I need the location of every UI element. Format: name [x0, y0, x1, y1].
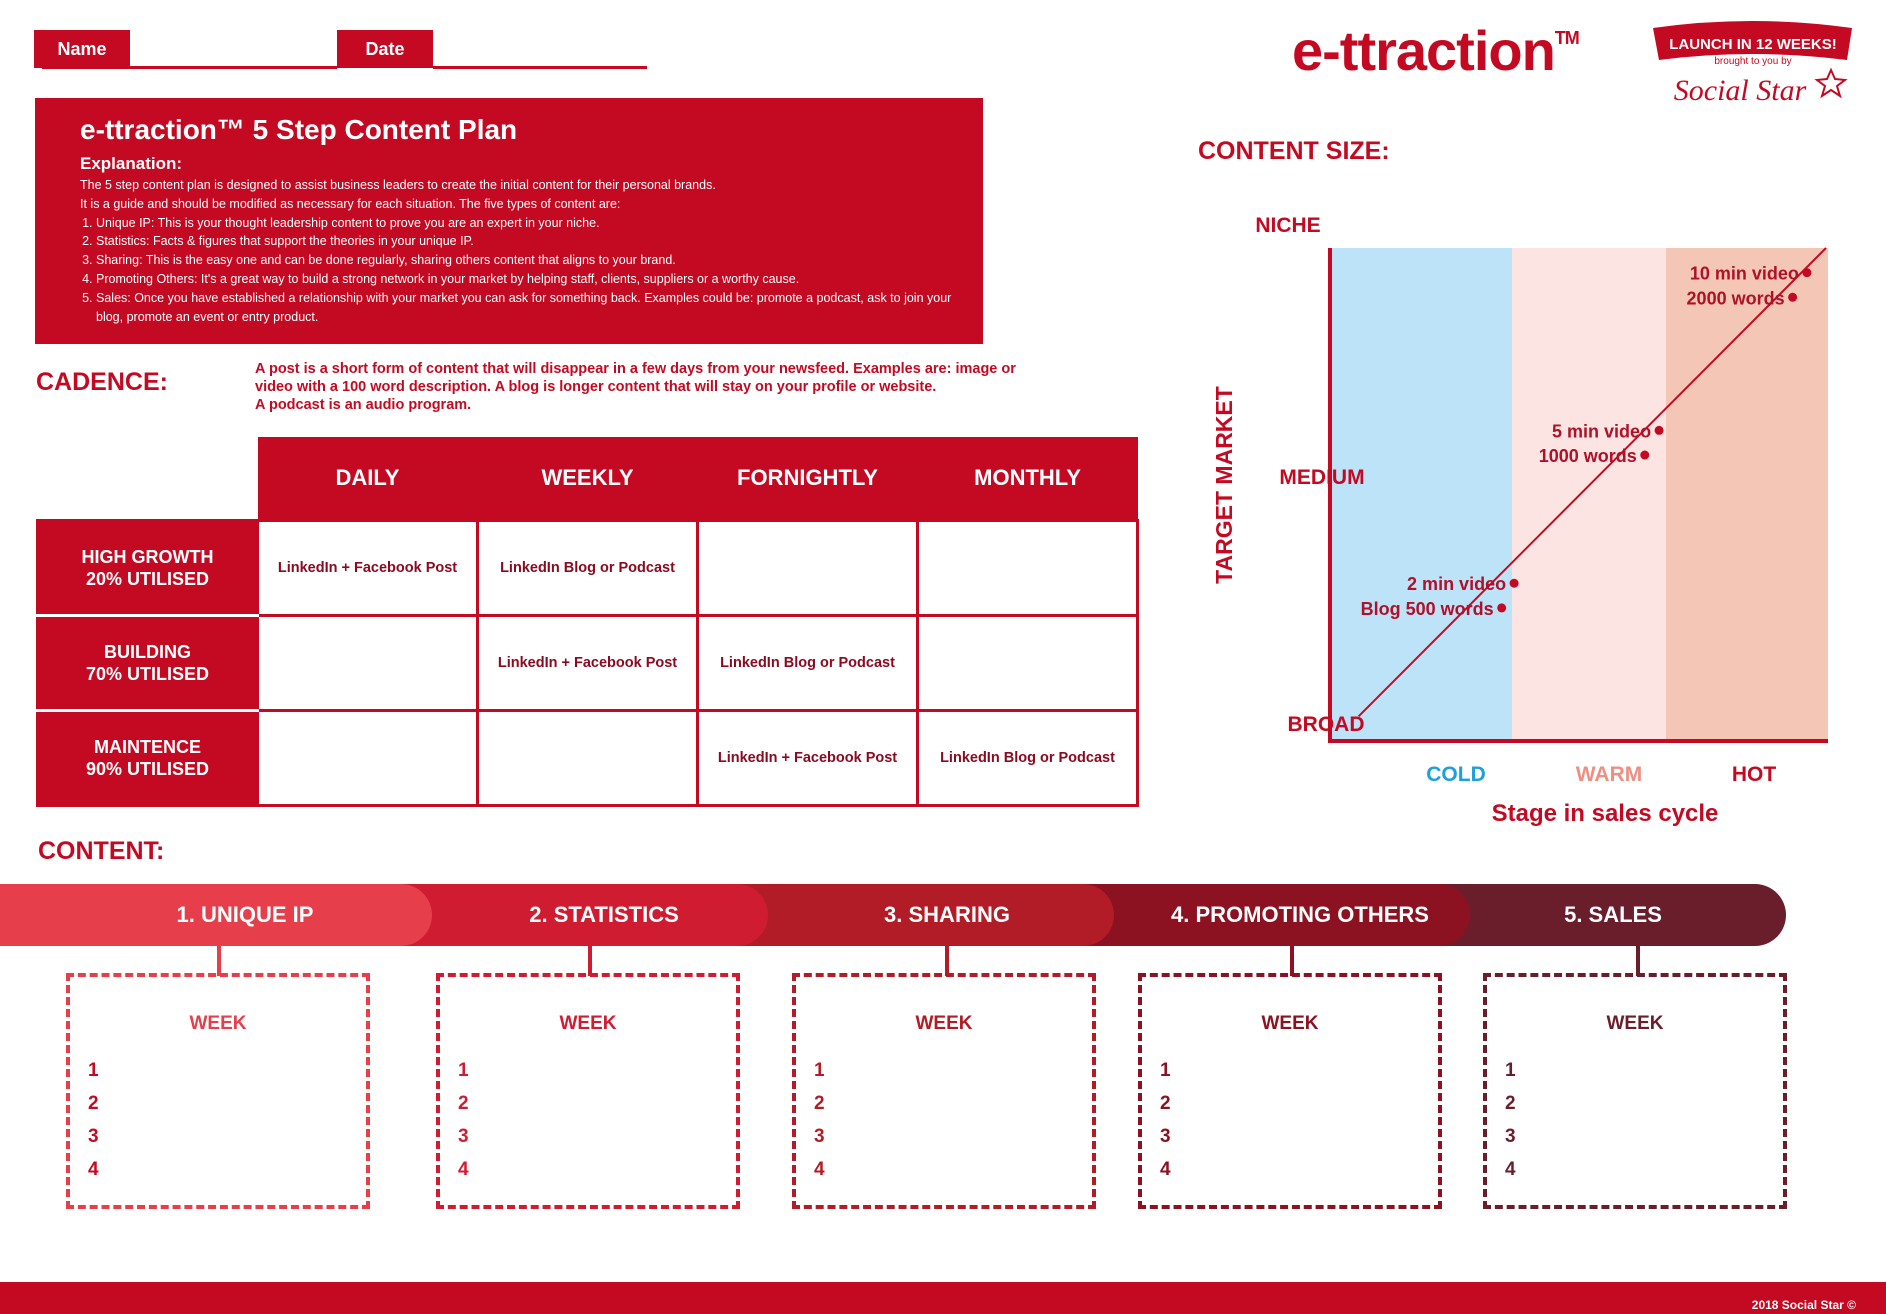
- row-header-line1: MAINTENCE: [94, 737, 201, 757]
- week-number: 2: [814, 1093, 825, 1114]
- explanation-intro-1: The 5 step content plan is designed to assist business leaders to create the initial content for their personal brands.: [80, 178, 716, 192]
- table-cell[interactable]: LinkedIn Blog or Podcast: [698, 616, 918, 711]
- week-number: 1: [88, 1060, 99, 1081]
- badge-brand-text: Social Star: [1673, 74, 1807, 107]
- week-number: 4: [814, 1159, 825, 1180]
- table-cell[interactable]: LinkedIn Blog or Podcast: [918, 711, 1138, 806]
- row-header: [38, 616, 258, 711]
- week-number: 4: [1505, 1159, 1516, 1180]
- table-cell[interactable]: LinkedIn Blog or Podcast: [478, 521, 698, 616]
- table-row: [38, 616, 1138, 711]
- cadence-desc-2: video with a 100 word description. A blog is longer content that will stay on your profile or website.: [255, 379, 937, 395]
- column-header: FORNIGHTLY: [698, 437, 918, 521]
- week-label: WEEK: [1261, 1013, 1319, 1034]
- week-box-promoting-others[interactable]: [1138, 973, 1442, 1209]
- cadence-desc-1: A post is a short form of content that will disappear in a few days from your newsfeed. Examples are: image or: [255, 361, 1016, 377]
- row-header-line2: 70% UTILISED: [85, 664, 210, 684]
- chart-point-label: Blog 500 words: [1360, 598, 1494, 619]
- warm-zone: [1512, 248, 1666, 741]
- step-promoting-others[interactable]: 4. PROMOTING OTHERS: [1050, 884, 1470, 946]
- week-number: 1: [1505, 1060, 1516, 1081]
- row-header-line2: 90% UTILISED: [85, 759, 210, 779]
- content-size-chart: [1190, 200, 1850, 840]
- table-cell[interactable]: [698, 521, 918, 616]
- week-label: WEEK: [189, 1013, 247, 1034]
- chart-point: [1788, 293, 1797, 302]
- content-types-list: [80, 214, 960, 327]
- brand-logo: [1292, 18, 1579, 83]
- y-level-medium: MEDIUM: [1279, 466, 1365, 489]
- chart-point: [1510, 579, 1519, 588]
- cadence-title: CADENCE:: [36, 368, 168, 396]
- date-field-line[interactable]: [433, 66, 647, 69]
- name-label: Name: [34, 30, 130, 68]
- chart-point-label: 1000 words: [1538, 446, 1637, 467]
- launch-badge: [1645, 18, 1860, 108]
- week-number: 4: [1160, 1159, 1171, 1180]
- plan-title: e-ttraction™ 5 Step Content Plan: [80, 114, 518, 145]
- y-level-broad: BROAD: [1287, 713, 1365, 736]
- week-number: 3: [1505, 1126, 1516, 1147]
- cadence-description: [255, 360, 1065, 414]
- step-connector: [1636, 946, 1640, 976]
- explanation-intro-2: It is a guide and should be modified as necessary for each situation. The five types of content are:: [80, 196, 621, 211]
- row-header: [38, 521, 258, 616]
- x-stage-hot: HOT: [1731, 763, 1777, 786]
- chart-point-label: 2000 words: [1686, 288, 1785, 309]
- step-statistics[interactable]: 2. STATISTICS: [360, 884, 768, 946]
- week-number: 4: [88, 1159, 99, 1180]
- cadence-desc-3: A podcast is an audio program.: [255, 397, 472, 413]
- column-header: DAILY: [258, 437, 478, 521]
- chart-point: [1802, 268, 1811, 277]
- week-number: 2: [1505, 1093, 1516, 1114]
- hot-zone: [1666, 248, 1828, 741]
- week-label: WEEK: [915, 1013, 973, 1034]
- week-label: WEEK: [559, 1013, 617, 1034]
- week-number: 3: [458, 1126, 469, 1147]
- chart-point-label: 2 min video: [1407, 574, 1507, 595]
- x-axis-title: Stage in sales cycle: [1491, 800, 1719, 827]
- column-header: MONTHLY: [918, 437, 1138, 521]
- week-number: 2: [458, 1093, 469, 1114]
- step-connector: [588, 946, 592, 976]
- week-numbers: [1505, 1054, 1516, 1186]
- cold-zone: [1330, 248, 1512, 741]
- logo-text: e-ttraction: [1292, 19, 1555, 82]
- week-number: 3: [814, 1126, 825, 1147]
- star-icon: [1817, 70, 1845, 96]
- week-number: 1: [814, 1060, 825, 1081]
- step-sales[interactable]: 5. SALES: [1400, 884, 1786, 946]
- table-cell[interactable]: [478, 711, 698, 806]
- week-numbers: [1160, 1054, 1171, 1186]
- badge-top-text: LAUNCH IN 12 WEEKS!: [1669, 36, 1837, 53]
- y-level-niche: NICHE: [1255, 214, 1321, 237]
- list-item: 5. Sales: Once you have established a relationship with your market you can ask for something back. Examples could be: promote a podcast, ask to join your blog, promote an event or entry product.: [96, 289, 960, 327]
- table-row: [38, 711, 1138, 806]
- chart-point-label: 5 min video: [1552, 421, 1652, 442]
- table-cell[interactable]: LinkedIn + Facebook Post: [698, 711, 918, 806]
- row-header: [38, 711, 258, 806]
- name-field-line[interactable]: [42, 66, 337, 69]
- table-cell[interactable]: [258, 711, 478, 806]
- week-box-sharing[interactable]: [792, 973, 1096, 1209]
- row-header-line1: HIGH GROWTH: [81, 547, 214, 567]
- list-item: 4. Promoting Others: It's a great way to build a strong network in your market by helping staff, clients, suppliers or a worthy cause.: [96, 270, 960, 289]
- table-corner: [38, 437, 258, 521]
- week-number: 2: [1160, 1093, 1171, 1114]
- list-item: 1. Unique IP: This is your thought leadership content to prove you are an expert in your niche.: [96, 214, 960, 233]
- week-number: 2: [88, 1093, 99, 1114]
- x-stage-cold: COLD: [1426, 763, 1486, 786]
- table-cell[interactable]: [258, 616, 478, 711]
- step-unique-ip[interactable]: 1. UNIQUE IP: [0, 884, 432, 946]
- chart-point-label: 10 min video: [1689, 263, 1799, 284]
- table-row: [38, 521, 1138, 616]
- list-item: 3. Sharing: This is the easy one and can be done regularly, sharing others content that aligns to your brand.: [96, 251, 960, 270]
- list-item: 2. Statistics: Facts & figures that support the theories in your unique IP.: [96, 232, 960, 251]
- table-cell[interactable]: LinkedIn + Facebook Post: [258, 521, 478, 616]
- content-size-title: CONTENT SIZE:: [1198, 137, 1390, 165]
- week-numbers: [88, 1054, 99, 1186]
- cadence-table: [36, 437, 1139, 807]
- copyright: 2018 Social Star ©: [1751, 1298, 1856, 1312]
- step-connector: [217, 946, 221, 976]
- week-number: 3: [1160, 1126, 1171, 1147]
- chart-point: [1640, 451, 1649, 460]
- table-cell[interactable]: [918, 616, 1138, 711]
- chart-point: [1497, 603, 1506, 612]
- y-axis-title: TARGET MARKET: [1211, 386, 1237, 584]
- week-label: WEEK: [1606, 1013, 1664, 1034]
- week-numbers: [814, 1054, 825, 1186]
- badge-mid-text: brought to you by: [1714, 56, 1792, 67]
- explanation-subtitle: Explanation:: [80, 154, 183, 173]
- chart-point: [1655, 426, 1664, 435]
- week-number: 1: [458, 1060, 469, 1081]
- week-number: 4: [458, 1159, 469, 1180]
- week-box-statistics[interactable]: [436, 973, 740, 1209]
- step-connector: [1290, 946, 1294, 976]
- week-numbers: [458, 1054, 469, 1186]
- week-box-sales[interactable]: [1483, 973, 1787, 1209]
- x-stage-warm: WARM: [1575, 763, 1643, 786]
- footer-bar: [0, 1282, 1886, 1314]
- week-box-unique-ip[interactable]: [66, 973, 370, 1209]
- date-label: Date: [337, 30, 433, 68]
- explanation-panel: [35, 98, 983, 344]
- step-sharing[interactable]: 3. SHARING: [700, 884, 1114, 946]
- table-cell[interactable]: [918, 521, 1138, 616]
- row-header-line2: 20% UTILISED: [85, 569, 210, 589]
- content-title: CONTENT:: [38, 837, 165, 865]
- explanation-body: [80, 176, 960, 326]
- row-header-line1: BUILDING: [104, 642, 191, 662]
- logo-tm: TM: [1554, 28, 1579, 48]
- step-connector: [945, 946, 949, 976]
- table-cell[interactable]: LinkedIn + Facebook Post: [478, 616, 698, 711]
- week-number: 1: [1160, 1060, 1171, 1081]
- week-number: 3: [88, 1126, 99, 1147]
- column-header: WEEKLY: [478, 437, 698, 521]
